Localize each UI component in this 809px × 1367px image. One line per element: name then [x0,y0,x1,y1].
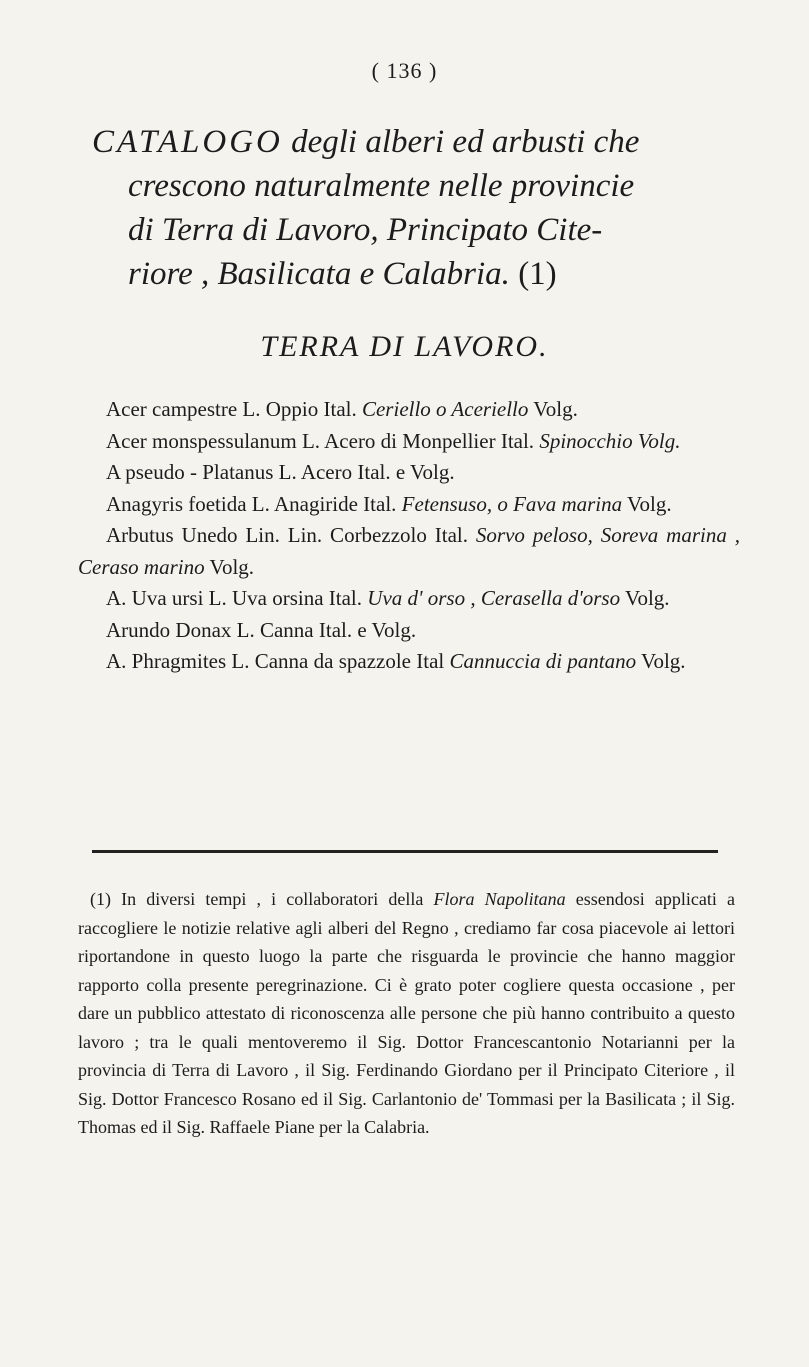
title-line-3: di Terra di Lavoro, Principato Cite- [128,212,603,248]
entry-end: Volg. [533,397,578,421]
catalog-entry [78,583,740,615]
catalog-entry [78,489,740,521]
entry-vernacular: Spinocchio Volg. [539,428,681,453]
title-line-2: crescono naturalmente nelle provincie [128,168,635,204]
catalog-entry [78,646,740,678]
entry-latin: Acer monspessulanum L. Acero di Monpellier Ital. [106,428,535,453]
entry-latin: Acer campestre L. Oppio Ital. [106,397,357,421]
catalog-title [92,120,762,296]
title-line-1 [92,120,762,164]
footnote [78,885,735,1142]
entry-end: Volg. [624,586,670,610]
entry-vernacular: Uva d' orso , Cerasella d'orso [367,586,621,610]
entry-vernacular: Fetensuso, o Fava marina [401,491,623,516]
footnote-part-1: (1) In diversi tempi , i collaboratori della [90,889,424,909]
catalog-entry [78,520,740,583]
catalog-entries [78,394,740,678]
entry-latin: A. Uva ursi L. Uva orsina Ital. [106,586,363,610]
entry-latin: A. Phragmites L. Canna da spazzole Ital [106,649,445,673]
entry-vernacular: Ceriello o Aceriello [361,397,529,421]
entry-vernacular: Sorvo peloso, Soreva marina , Ceraso marino [78,523,740,579]
entry-latin: A pseudo - Platanus L. Acero Ital. e Volg. [106,460,455,484]
title-line-4 [128,252,762,296]
section-heading: TERRA DI LAVORO. [260,330,549,363]
title-caps: CATALOGO [92,124,283,160]
footnote-rule [92,850,718,853]
entry-latin: Arbutus Unedo Lin. Lin. Corbezzolo Ital. [106,523,468,547]
entry-end: Volg. [627,491,672,516]
entry-vernacular: Cannuccia di pantano [449,649,637,673]
title-footnote-ref: (1) [518,256,557,292]
entry-latin: Arundo Donax L. Canna Ital. e Volg. [106,617,417,642]
catalog-entry [78,394,740,426]
title-line-4-text: riore , Basilicata e Calabria. [128,256,510,292]
entry-end: Volg. [209,554,255,579]
page-number: ( 136 ) [371,58,438,83]
catalog-entry [78,426,740,458]
title-line-1-rest: degli alberi ed arbusti che [291,124,640,160]
catalog-entry [78,457,740,489]
entry-end: Volg. [641,649,686,673]
entry-latin: Anagyris foetida L. Anagiride Ital. [106,491,397,516]
footnote-flora-title: Flora Napolitana [433,889,566,909]
footnote-part-2: essendosi applicati a raccogliere le notizie relative agli alberi del Regno , crediamo far cosa piacevole ai lettori riportandone in questo luogo la parte che risguarda le provincie che hanno maggior rapporto colla presente peregrinazione. Ci è grato poter cogliere questa occasione , per dare un pubblico attestato di riconoscenza alle persone che più hanno contribuito a questo lavoro ; tra le quali mentoveremo il Sig. Dottor Francescantonio Notarianni per la provincia di Terra di Lavoro , il Sig. Ferdinando Giordano per il Principato Citeriore , il Sig. Dottor Francesco Rosano ed il Sig. Carlantonio de' Tommasi per la Basilicata ; il Sig. Thomas ed il Sig. Raffaele Piane per la Calabria. [78,889,736,1137]
catalog-entry [78,615,740,647]
